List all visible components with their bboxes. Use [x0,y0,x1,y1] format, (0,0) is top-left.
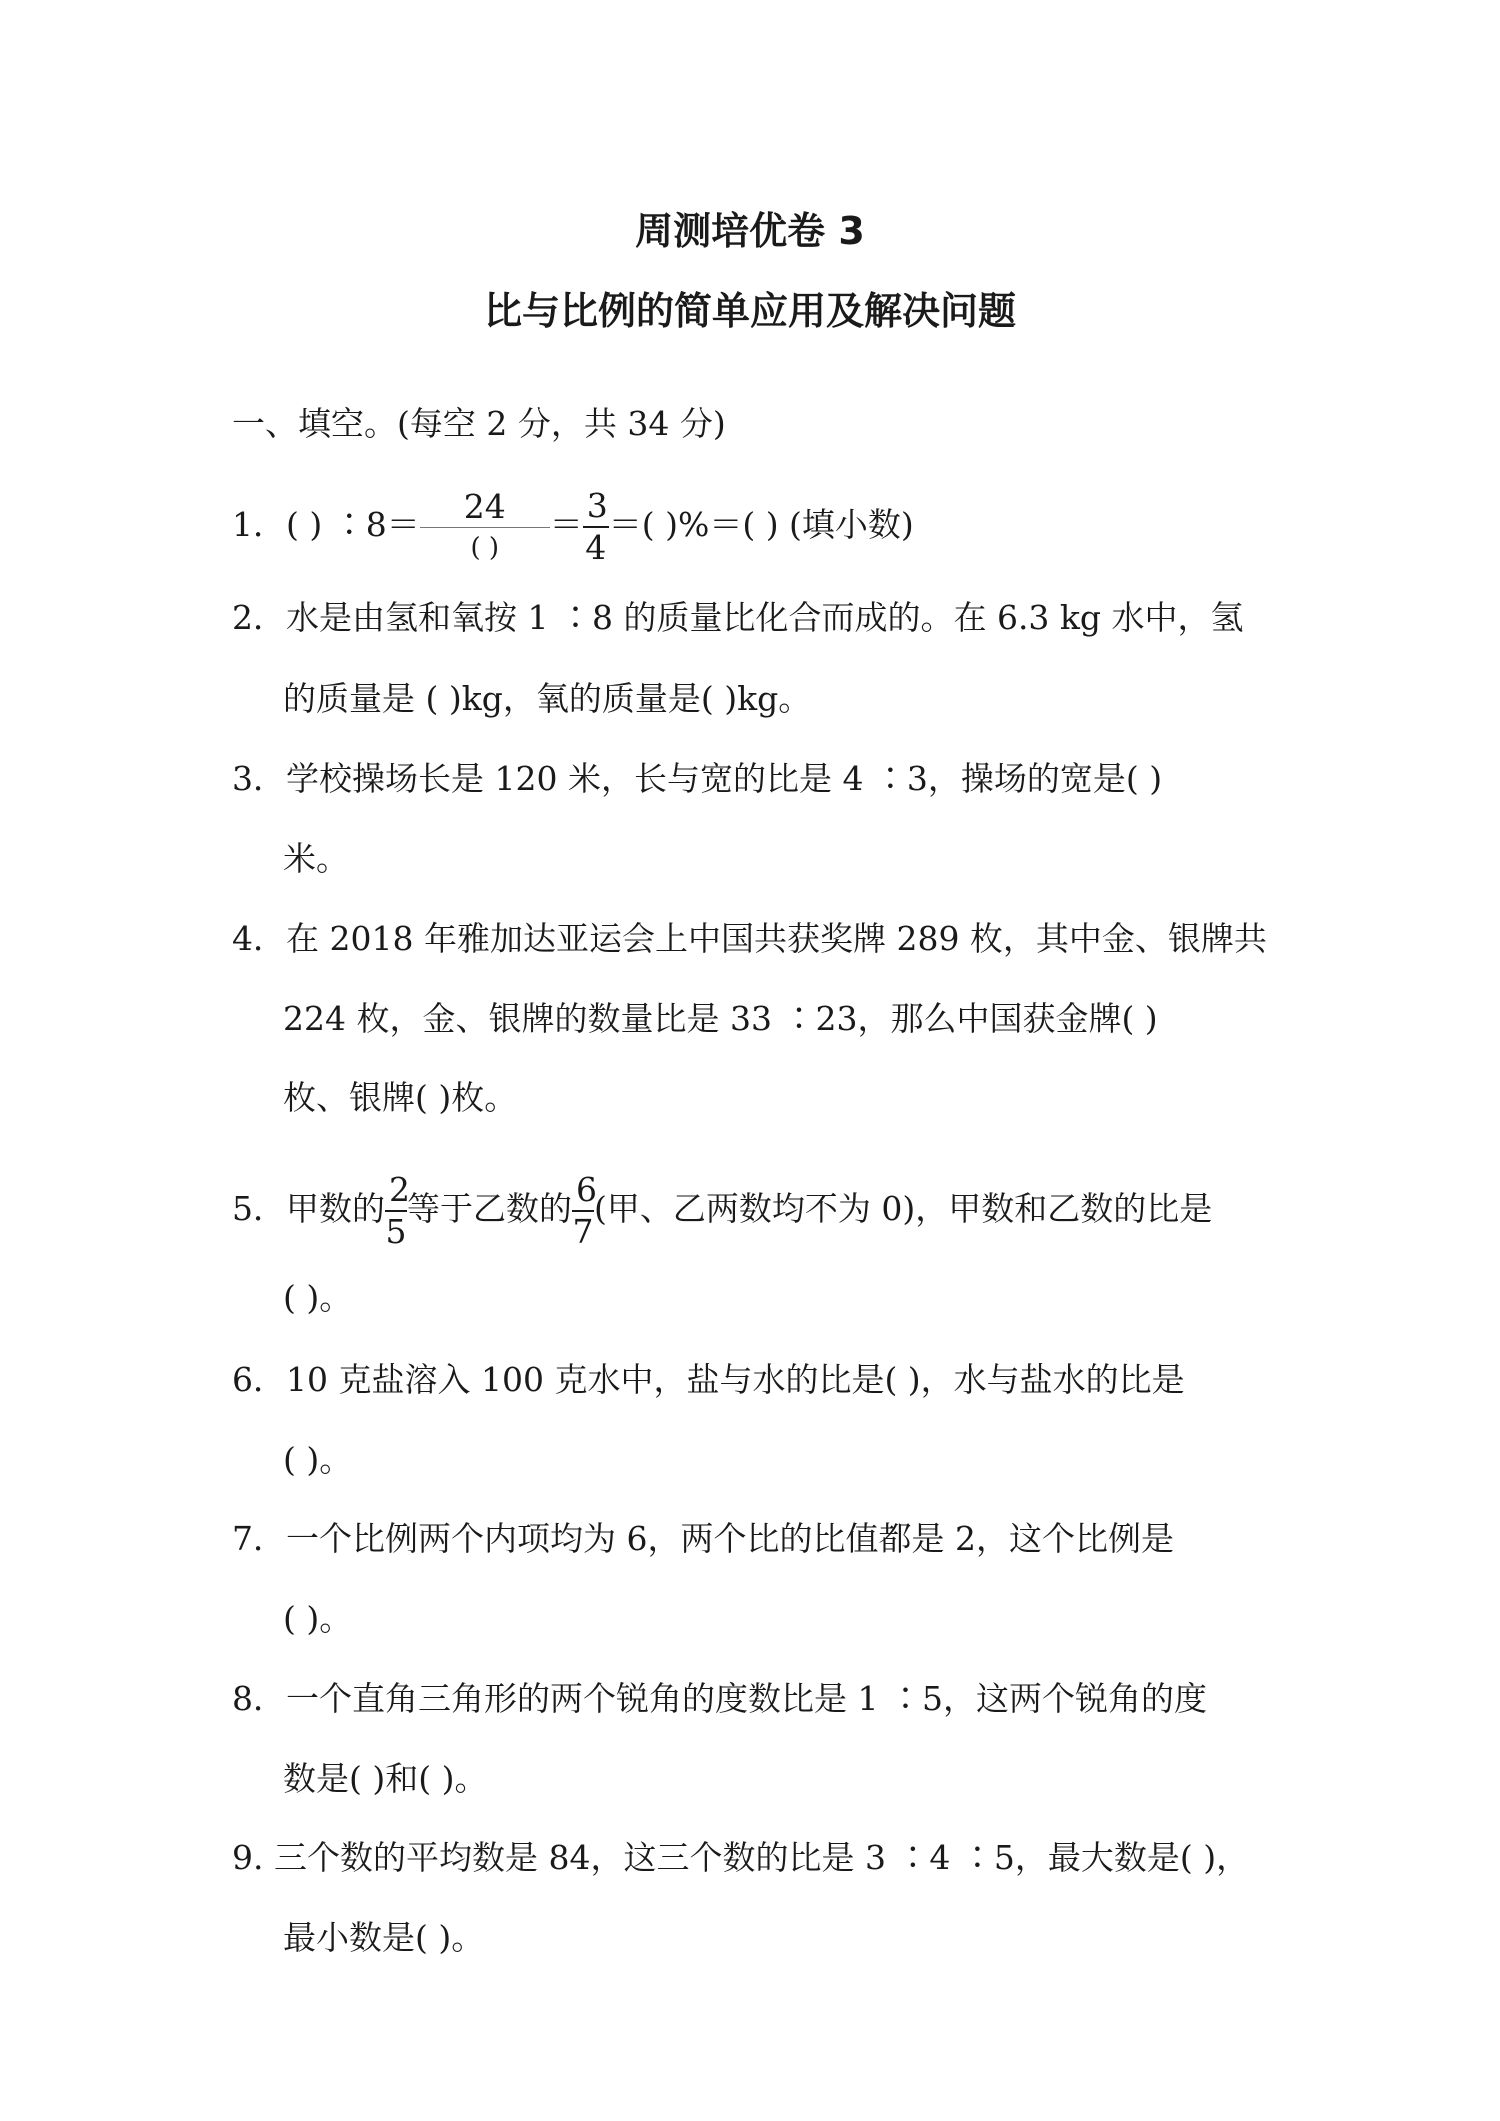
question-8-line-2: 数是( )和( )。 [283,1759,488,1798]
question-1 [232,486,914,568]
question-2-line-2: 的质量是 ( )kg，氧的质量是( )kg。 [283,679,812,718]
section-heading: 一、填空。(每空 2 分，共 34 分) [232,404,726,443]
question-3-line-2: 米。 [283,839,349,878]
page-title: 周测培优卷 3 [635,209,865,253]
q1-fraction-2-denominator: 4 [585,528,607,567]
q5-fraction-1-denominator: 5 [385,1212,407,1251]
question-3-line-1: 3．学校操场长是 120 米，长与宽的比是 4 ∶3，操场的宽是( ) [232,759,1163,798]
question-6-line-2: ( )。 [283,1440,353,1479]
question-4-line-2: 224 枚，金、银牌的数量比是 33 ∶23，那么中国获金牌( ) [283,999,1158,1038]
q1-fraction-2 [583,486,609,568]
question-6-line-1: 6．10 克盐溶入 100 克水中，盐与水的比是( )，水与盐水的比是 [232,1360,1185,1399]
question-2-line-1: 2．水是由氢和氧按 1 ∶8 的质量比化合而成的。在 6.3 kg 水中，氢 [232,598,1244,637]
question-7-line-1: 7．一个比例两个内项均为 6，两个比的比值都是 2，这个比例是 [232,1519,1174,1558]
question-9-line-1: 9. 三个数的平均数是 84，这三个数的比是 3 ∶4 ∶5，最大数是( )， [232,1838,1250,1877]
q5-fraction-2-numerator: 6 [572,1170,594,1212]
q5-part-1: 5．甲数的 [232,1189,385,1228]
q5-part-2: 等于乙数的 [407,1189,572,1228]
page-subtitle: 比与比例的简单应用及解决问题 [483,289,1016,333]
q5-fraction-1-numerator: 2 [385,1170,407,1212]
q1-part-2: ＝ [549,505,583,544]
question-4-line-3: 枚、银牌( )枚。 [283,1078,518,1117]
question-4-line-1: 4．在 2018 年雅加达亚运会上中国共获奖牌 289 枚，其中金、银牌共 [232,919,1267,958]
q5-part-3: (甲、乙两数均不为 0)，甲数和乙数的比是 [594,1189,1213,1228]
q1-part-1: ( ) ∶8＝ [286,505,420,544]
q1-fraction-1-denominator: ( ) [470,532,500,563]
q1-fraction-1 [420,487,550,568]
q1-part-3: ＝( )%＝( ) (填小数) [608,505,914,544]
question-5-line-2: ( )。 [283,1278,353,1317]
q5-fraction-2 [572,1170,597,1252]
question-7-line-2: ( )。 [283,1599,353,1638]
question-9-line-2: 最小数是( )。 [283,1918,485,1957]
question-number: 1． [232,505,286,544]
question-8-line-1: 8．一个直角三角形的两个锐角的度数比是 1 ∶5，这两个锐角的度 [232,1679,1207,1718]
question-5-line-1 [232,1170,1212,1252]
q1-fraction-2-numerator: 3 [583,486,609,528]
q5-fraction-1 [385,1170,410,1252]
q5-fraction-2-denominator: 7 [572,1212,594,1251]
q1-fraction-1-numerator: 24 [420,487,550,528]
